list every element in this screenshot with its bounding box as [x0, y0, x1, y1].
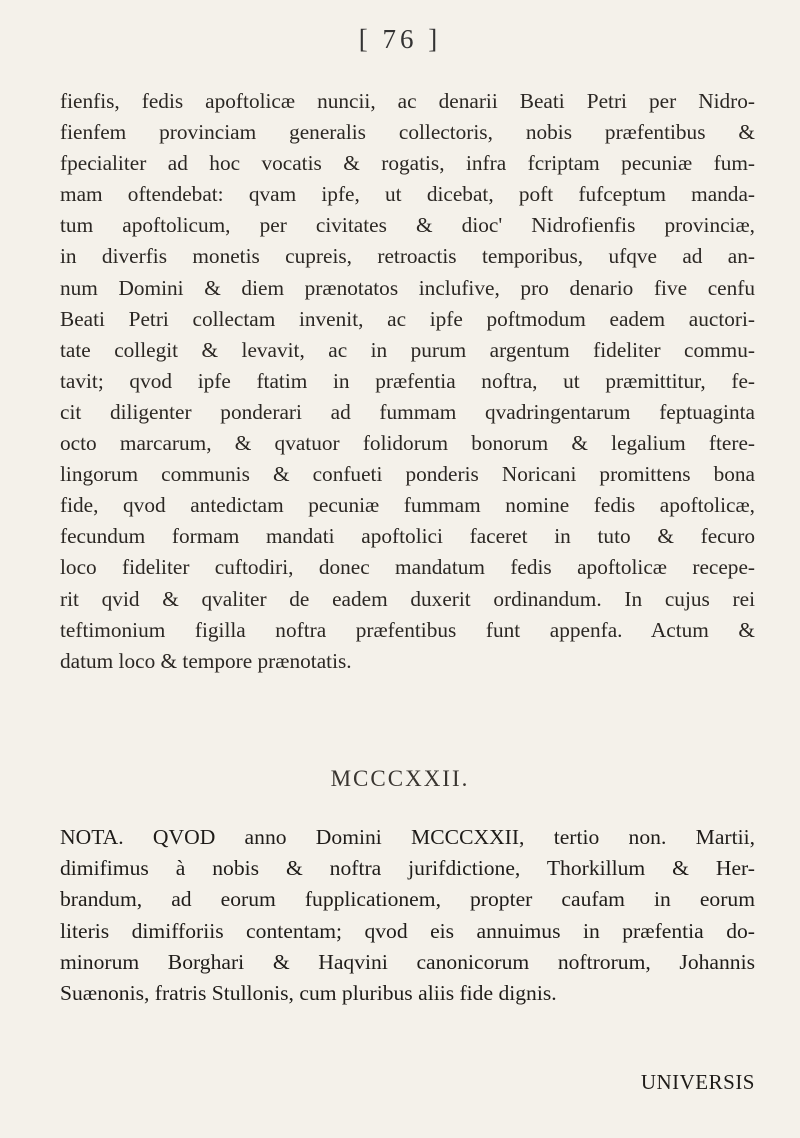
- nota-line: Suænonis, fratris Stullonis, cum pluribus aliis fide dignis.: [60, 981, 557, 1006]
- text-line: in diverfis monetis cupreis, retroactis temporibus, ufqve ad an-: [60, 244, 755, 269]
- text-line: datum loco & tempore prænotatis.: [60, 648, 352, 673]
- text-line: teftimonium figilla noftra præfentibus funt appenfa. Actum &: [60, 617, 755, 642]
- text-line: num Domini & diem prænotatos inclufive, pro denario five cenfu: [60, 275, 755, 300]
- nota-line: NOTA. QVOD anno Domini MCCCXXII, tertio non. Martii,: [60, 825, 755, 849]
- text-line: lingorum communis & confueti ponderis Noricani promittens bona: [60, 462, 755, 487]
- text-line: octo marcarum, & qvatuor folidorum bonorum & legalium ftere-: [60, 431, 755, 456]
- text-line: tum apoftolicum, per civitates & dioc' Nidrofienfis provinciæ,: [60, 213, 755, 238]
- main-text-block: [60, 86, 755, 677]
- nota-line: minorum Borghari & Haqvini canonicorum noftrorum, Johannis: [60, 949, 755, 974]
- nota-text-block: [60, 822, 755, 1009]
- text-line: fienfem provinciam generalis collectoris, nobis præfentibus &: [60, 120, 755, 145]
- text-line: Beati Petri collectam invenit, ac ipfe poftmodum eadem auctori-: [60, 306, 755, 331]
- text-line: loco fideliter cuftodiri, donec mandatum fedis apoftolicæ recepe-: [60, 555, 755, 580]
- nota-line: brandum, ad eorum fupplicationem, propter caufam in eorum: [60, 887, 755, 912]
- text-line: tate collegit & levavit, ac in purum argentum fideliter commu-: [60, 337, 755, 362]
- nota-line: literis dimifforiis contentam; qvod eis annuimus in præfentia do-: [60, 918, 755, 943]
- page-number: [ 76 ]: [358, 24, 442, 54]
- text-line: fpecialiter ad hoc vocatis & rogatis, infra fcriptam pecuniæ fum-: [60, 151, 755, 176]
- text-line: cit diligenter ponderari ad fummam qvadringentarum feptuaginta: [60, 399, 755, 424]
- text-line: fecundum formam mandati apoftolici faceret in tuto & fecuro: [60, 524, 755, 549]
- text-line: tavit; qvod ipfe ftatim in præfentia noftra, ut præmittitur, fe-: [60, 368, 755, 393]
- text-line: fide, qvod antedictam pecuniæ fummam nomine fedis apoftolicæ,: [60, 493, 755, 518]
- year-heading: MCCCXXII.: [330, 766, 470, 791]
- text-line: mam oftendebat: qvam ipfe, ut dicebat, poft fufceptum manda-: [60, 182, 755, 207]
- catchword: UNIVERSIS: [640, 1070, 755, 1094]
- nota-line: dimifimus à nobis & noftra jurifdictione, Thorkillum & Her-: [60, 856, 755, 881]
- text-line: fienfis, fedis apoftolicæ nuncii, ac denarii Beati Petri per Nidro-: [60, 89, 755, 113]
- text-line: rit qvid & qvaliter de eadem duxerit ordinandum. In cujus rei: [60, 586, 755, 611]
